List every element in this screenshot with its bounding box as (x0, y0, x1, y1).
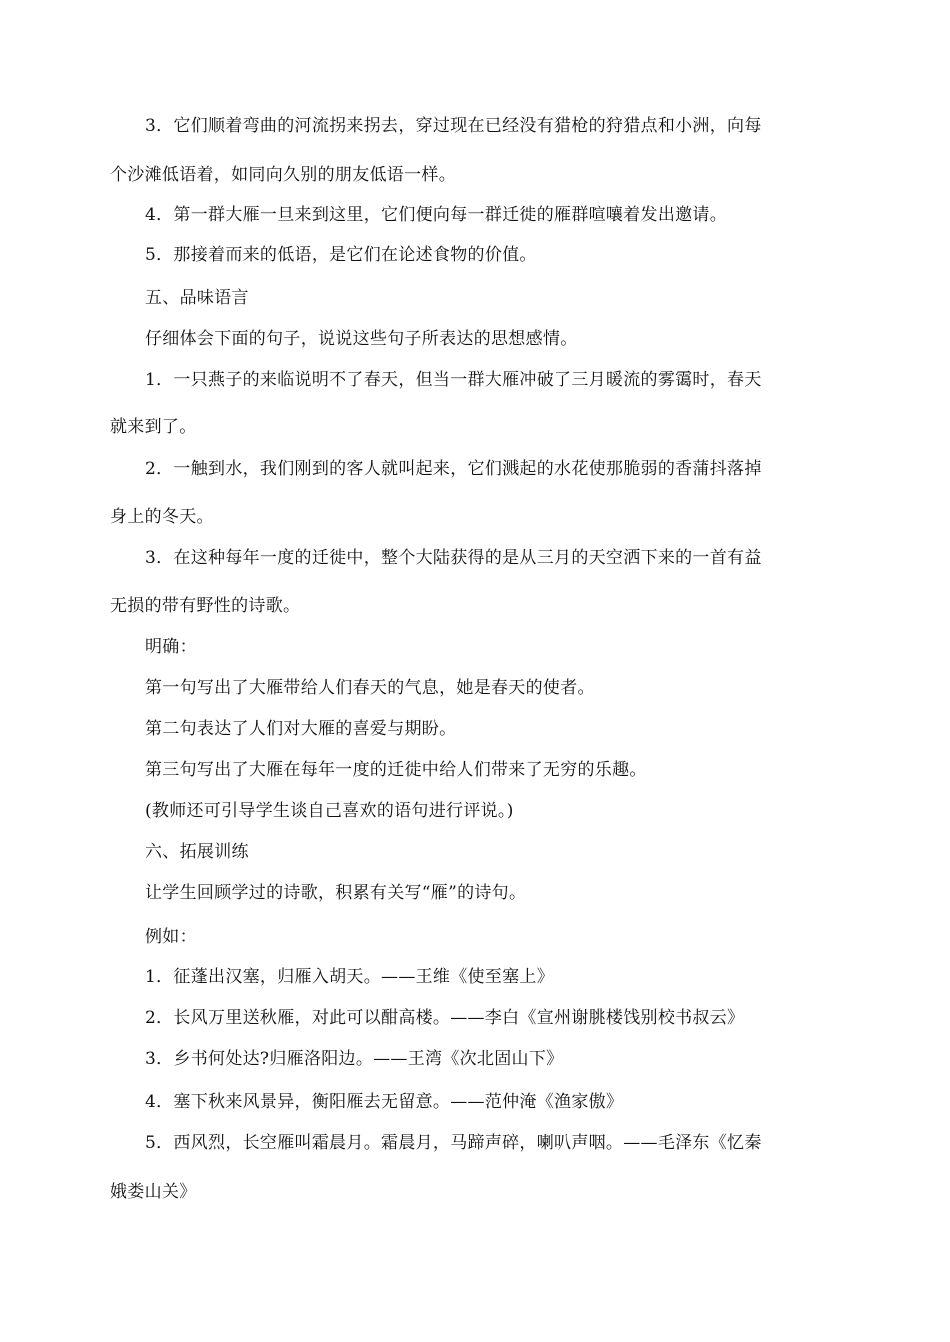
paragraph-line: 明确： (145, 637, 197, 657)
paragraph-line: 无损的带有野性的诗歌。 (110, 596, 301, 616)
paragraph-line: 仔细体会下面的句子，说说这些句子所表达的思想感情。 (145, 329, 578, 349)
section-heading: 五、品味语言 (145, 288, 249, 308)
list-item: 3．乡书何处达?归雁洛阳边。——王湾《次北固山下》 (145, 1049, 564, 1069)
list-item: 2．长风万里送秋雁，对此可以酣高楼。——李白《宣州谢朓楼饯别校书叔云》 (145, 1008, 745, 1028)
paragraph-line: 4．第一群大雁一旦来到这里，它们便向每一群迁徙的雁群喧嚷着发出邀请。 (145, 205, 728, 225)
paragraph-line: 3．它们顺着弯曲的河流拐来拐去，穿过现在已经没有猎枪的狩猎点和小洲，向每 (145, 116, 762, 136)
paragraph-line: 让学生回顾学过的诗歌，积累有关写“雁”的诗句。 (145, 883, 527, 903)
paragraph-line: 3．在这种每年一度的迁徙中，整个大陆获得的是从三月的天空洒下来的一首有益 (145, 548, 762, 568)
paragraph-line: (教师还可引导学生谈自己喜欢的语句进行评说。) (145, 801, 514, 821)
paragraph-line: 2．一触到水，我们刚到的客人就叫起来，它们溅起的水花使那脆弱的香蒲抖落掉 (145, 459, 762, 479)
list-item: 5．西风烈，长空雁叫霜晨月。霜晨月，马蹄声碎，喇叭声咽。——毛泽东《忆秦 (145, 1133, 762, 1153)
paragraph-line: 第二句表达了人们对大雁的喜爱与期盼。 (145, 719, 457, 739)
paragraph-line: 就来到了。 (110, 417, 197, 437)
paragraph-line: 第一句写出了大雁带给人们春天的气息，她是春天的使者。 (145, 678, 595, 698)
paragraph-line: 第三句写出了大雁在每年一度的迁徙中给人们带来了无穷的乐趣。 (145, 760, 647, 780)
list-item: 娥娄山关》 (110, 1182, 197, 1202)
paragraph-line: 1．一只燕子的来临说明不了春天，但当一群大雁冲破了三月暖流的雾霭时，春天 (145, 370, 762, 390)
paragraph-line: 身上的冬天。 (110, 507, 214, 527)
list-item: 1．征蓬出汉塞，归雁入胡天。——王维《使至塞上》 (145, 967, 555, 987)
paragraph-line: 5．那接着而来的低语，是它们在论述食物的价值。 (145, 245, 537, 265)
section-heading: 六、拓展训练 (145, 842, 249, 862)
paragraph-line: 例如： (145, 927, 197, 947)
paragraph-line: 个沙滩低语着，如同向久别的朋友低语一样。 (110, 165, 456, 185)
list-item: 4．塞下秋来风景异，衡阳雁去无留意。——范仲淹《渔家傲》 (145, 1092, 624, 1112)
